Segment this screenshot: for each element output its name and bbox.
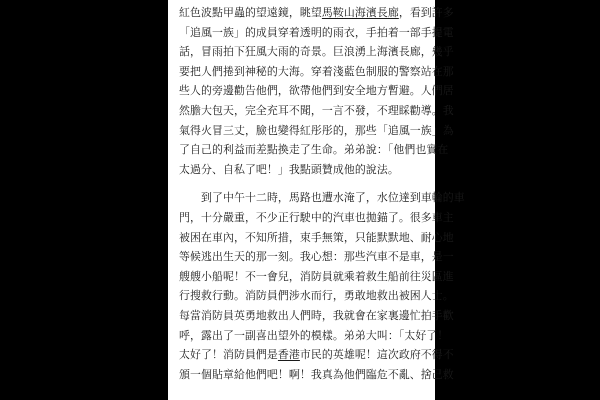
text-line: 然膽大包天，完全充耳不聞，一言不發，不理睬勸導。我 [179, 103, 454, 117]
essay-text [179, 3, 465, 384]
text-line: 要把人們捲到神秘的大海。穿着淺藍色制服的警察站在那 [179, 64, 454, 78]
text-line: 太好了！消防員們是香港市民的英雄呢！這次政府不得不 [179, 348, 454, 362]
text-line: 呼，露出了一副喜出望外的模樣。弟弟大叫：「太好了！ [179, 328, 449, 342]
text-line: 氣得火冒三丈，臉也變得紅彤彤的，那些「追風一族」為 [179, 123, 454, 137]
text-line: 被困在車內，不知所措，束手無策，只能默默地、耐心地 [179, 230, 454, 244]
text-line: 到了中午十二時，馬路也遭水淹了，水位達到車輪的車 [201, 191, 465, 205]
place-name-maonshan-promenade: 馬鞍山海濱長廊 [321, 6, 399, 19]
text-line: 門，十分嚴重，不少正行駛中的汽車也拋錨了。很多車主 [179, 210, 454, 224]
place-name-hong-kong: 香港 [277, 348, 300, 362]
text-line: 頒一個貼章給他們吧！啊！我真為他們臨危不亂、捨己救 [179, 367, 454, 381]
text-line: 艘艘小船呢！不一會兒，消防員就乘着救生船前往災區進 [179, 269, 454, 283]
text-line: 些人的旁邊勸告他們，欲帶他們到安全地方暫避。人們居 [179, 84, 454, 98]
text-line: 等候逃出生天的那一刻。我心想：那些汽車不是車，是一 [179, 250, 454, 264]
text-line: 了自己的利益而差點換走了生命。弟弟說：「他們也實在 [179, 143, 449, 157]
text-line: 行搜救行動。消防員們涉水而行，勇敢地救出被困人士。 [179, 289, 454, 303]
text-line: 紅色波點甲蟲的望遠鏡，眺望馬鞍山海濱長廊，看到許多 [179, 6, 454, 19]
text-line: 話，冒雨拍下狂風大雨的奇景。巨浪湧上海濱長廊，幾乎 [179, 45, 454, 59]
text-line: 「追風一族」的成員穿着透明的雨衣，手拍着一部手提電 [179, 25, 454, 39]
document-page [168, 0, 465, 400]
text-line: 每當消防員英勇地救出人們時，我就會在家裏邊忙拍手歡 [179, 308, 454, 322]
text-line: 太過分、自私了吧！」我點頭贊成他的說法。 [179, 162, 399, 176]
paragraph-gap [179, 179, 427, 188]
